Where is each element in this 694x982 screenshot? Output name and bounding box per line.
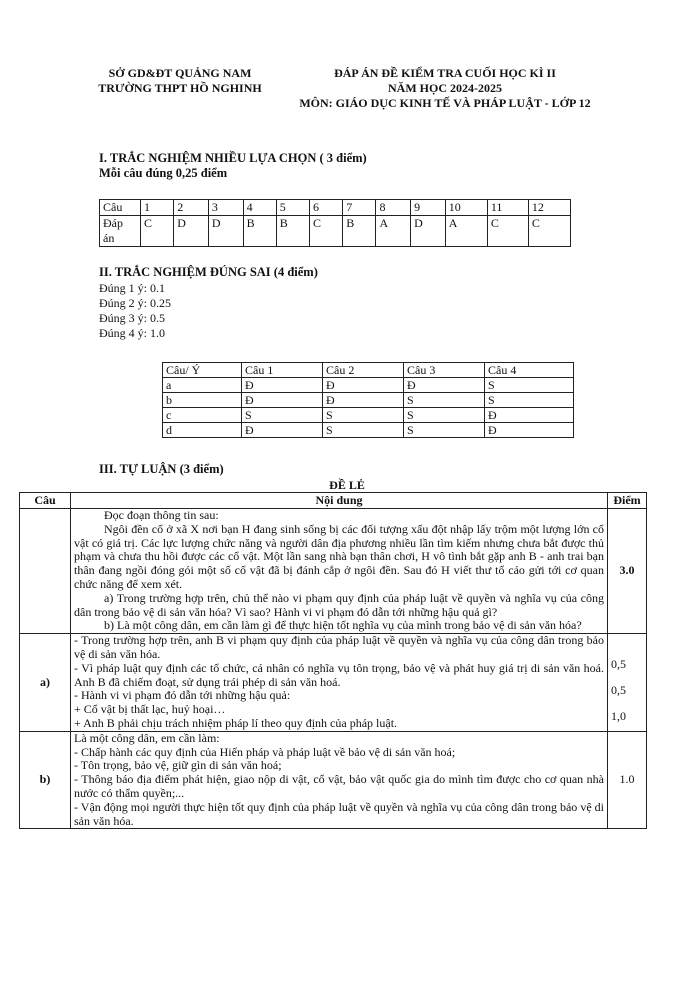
score-value: 0,5 — [611, 657, 626, 672]
header-cell: Câu 2 — [323, 363, 404, 378]
document-header — [0, 66, 694, 116]
cell: S — [485, 378, 574, 393]
question-number: 4 — [243, 200, 276, 216]
table-header-row — [20, 493, 647, 509]
answer-a-row — [20, 634, 647, 732]
cell: S — [242, 408, 323, 423]
school-name: TRƯỜNG THPT HỒ NGHINH — [98, 81, 262, 95]
exam-variant-label: ĐỀ LẺ — [329, 478, 365, 492]
cell: Đ — [404, 378, 485, 393]
question-number: 5 — [276, 200, 309, 216]
cell: S — [323, 408, 404, 423]
answer-cell: C — [487, 216, 528, 247]
question-number: 10 — [445, 200, 487, 216]
question-number: 8 — [376, 200, 411, 216]
cell: a — [163, 378, 242, 393]
answer-content — [71, 634, 608, 732]
answer-line: - Tôn trọng, bảo vệ, giữ gìn di sản văn hoá; — [74, 758, 282, 773]
question-row — [100, 200, 571, 216]
school-info — [80, 66, 280, 96]
cell: d — [163, 423, 242, 438]
cell: Đ — [485, 408, 574, 423]
answer-cell: B — [276, 216, 309, 247]
part2-answer-table — [162, 362, 574, 438]
answer-cell: D — [208, 216, 243, 247]
prompt-paragraph: b) Là một công dân, em cần làm gì để thực hiện tốt nghĩa vụ của mình trong bảo vệ di sản văn hóa? — [104, 618, 582, 633]
answer-label: a) — [20, 634, 71, 732]
answer-line: + Cổ vật bị thất lạc, huỷ hoại… — [74, 702, 226, 717]
scoring-rule: Đúng 1 ý: 0.1 — [99, 281, 165, 295]
cell: Đ — [485, 423, 574, 438]
part1-title: I. TRẮC NGHIỆM NHIỀU LỰA CHỌN ( 3 điểm) — [99, 151, 367, 165]
answer-line: - Thông báo địa điểm phát hiện, giao nộp di vật, cổ vật, bảo vật quốc gia do mình tìm được cho cơ quan nhà nước có thẩm quyền;... — [74, 772, 604, 800]
answer-line: + Anh B phải chịu trách nhiệm pháp lí theo quy định của pháp luật. — [74, 715, 398, 730]
row-label: Đáp án — [100, 216, 141, 247]
question-number: 3 — [208, 200, 243, 216]
answer-cell: C — [141, 216, 174, 247]
header-cell: Nội dung — [71, 493, 608, 509]
part2-title: II. TRẮC NGHIỆM ĐÚNG SAI (4 điểm) — [99, 265, 318, 279]
question-number: 2 — [174, 200, 209, 216]
answer-line: - Vì pháp luật quy định các tổ chức, cá nhân có nghĩa vụ tôn trọng, bảo vệ và phát huy giá trị di sản văn hoá. Anh B đã chiếm đoạt, sử dụng trái phép di sản văn hoá. — [74, 660, 604, 689]
answer-cell: B — [343, 216, 376, 247]
answer-row — [100, 216, 571, 247]
answer-cell: A — [445, 216, 487, 247]
table-row — [163, 423, 574, 438]
exam-title: ĐÁP ÁN ĐỀ KIỂM TRA CUỐI HỌC KÌ II — [334, 66, 556, 80]
prompt-paragraph: Đọc đoạn thông tin sau: — [104, 508, 219, 522]
header-cell: Câu 4 — [485, 363, 574, 378]
table-row — [163, 393, 574, 408]
row-label: Câu — [100, 200, 141, 216]
score-value: 1.0 — [608, 731, 647, 829]
prompt-paragraph: a) Trong trường hợp trên, chủ thể nào vi phạm quy định của pháp luật về quyền và nghĩa vụ của công dân trong bảo vệ di sản văn hóa? Vì sao? Hành vi vi phạm đó dẫn tới những hậu quả gì? — [74, 590, 604, 619]
header-cell: Câu — [20, 493, 71, 509]
answer-label: b) — [20, 731, 71, 829]
cell: Đ — [323, 393, 404, 408]
cell: Đ — [242, 423, 323, 438]
scoring-rule: Đúng 2 ý: 0.25 — [99, 296, 171, 310]
answer-cell: D — [411, 216, 446, 247]
header-cell: Câu 1 — [242, 363, 323, 378]
scoring-rule: Đúng 3 ý: 0.5 — [99, 311, 165, 325]
answer-cell: B — [243, 216, 276, 247]
part1-answer-table — [99, 199, 571, 247]
answer-content — [71, 731, 608, 829]
scoring-rule: Đúng 4 ý: 1.0 — [99, 326, 165, 340]
answer-line: - Vận động mọi người thực hiện tốt quy định của pháp luật về quyền và nghĩa vụ của công dân trong bảo vệ di sản văn hóa. — [74, 799, 604, 828]
part1-subtitle: Mỗi câu đúng 0,25 điểm — [99, 166, 228, 180]
answer-line: - Hành vi vi phạm đó dẫn tới những hậu quả: — [74, 688, 291, 703]
cell: S — [485, 393, 574, 408]
total-score: 3.0 — [608, 509, 647, 634]
question-number: 7 — [343, 200, 376, 216]
answer-cell: A — [376, 216, 411, 247]
essay-answer-table — [19, 492, 647, 829]
score-value: 0,5 — [611, 682, 626, 697]
cell: Đ — [323, 378, 404, 393]
score-column — [608, 634, 647, 732]
department-name: SỞ GD&ĐT QUẢNG NAM — [108, 66, 252, 80]
cell: Đ — [242, 378, 323, 393]
cell: S — [404, 423, 485, 438]
cell: S — [323, 423, 404, 438]
cell: c — [163, 408, 242, 423]
answer-cell: D — [174, 216, 209, 247]
table-row — [163, 408, 574, 423]
exam-info — [265, 66, 625, 111]
answer-b-row — [20, 731, 647, 829]
subject-line: MÔN: GIÁO DỤC KINH TẾ VÀ PHÁP LUẬT - LỚP 12 — [299, 96, 591, 110]
answer-cell: C — [528, 216, 570, 247]
question-number: 1 — [141, 200, 174, 216]
answer-line: - Trong trường hợp trên, anh B vi phạm quy định của pháp luật về quyền và nghĩa vụ của công dân trong bảo vệ di sản văn hóa. — [74, 633, 604, 661]
header-cell: Điểm — [608, 493, 647, 509]
part3-title: III. TỰ LUẬN (3 điểm) — [99, 462, 224, 476]
prompt-row — [20, 509, 647, 634]
cell: b — [163, 393, 242, 408]
answer-line: Là một công dân, em cần làm: — [74, 730, 220, 745]
table-header-row — [163, 363, 574, 378]
header-cell: Câu/ Ý — [163, 363, 242, 378]
question-number: 6 — [310, 200, 343, 216]
cell: S — [404, 408, 485, 423]
answer-line: - Chấp hành các quy định của Hiến pháp và pháp luật về bảo vệ di sản văn hoá; — [74, 744, 456, 759]
cell: Đ — [242, 393, 323, 408]
cell: S — [404, 393, 485, 408]
question-number: 9 — [411, 200, 446, 216]
prompt-content — [71, 509, 608, 634]
question-number: 11 — [487, 200, 528, 216]
header-cell: Câu 3 — [404, 363, 485, 378]
school-year: NĂM HỌC 2024-2025 — [388, 81, 502, 95]
answer-cell: C — [310, 216, 343, 247]
question-number: 12 — [528, 200, 570, 216]
table-row — [163, 378, 574, 393]
empty-cell — [20, 509, 71, 634]
prompt-paragraph: Ngôi đền cổ ở xã X nơi bạn H đang sinh sống bị các đối tượng xấu đột nhập lấy trộm một lượng lớn cổ vật có giá trị. Các lực lượng chức năng và người dân địa phương nhiều lần tìm kiếm nhưng chưa bắt được thủ phạm và chưa thu hồi được các cổ vật. Một lần sang nhà bạn thân chơi, H vô tình bắt gặp anh B - anh trai bạn thân đang ngồi đóng gói một số cổ vật đã bị đánh cắp ở ngôi đền. Sau đó H viết thư tố cáo gửi tới cơ quan chức năng để xem xét. — [74, 521, 604, 591]
score-value: 1,0 — [611, 708, 626, 723]
